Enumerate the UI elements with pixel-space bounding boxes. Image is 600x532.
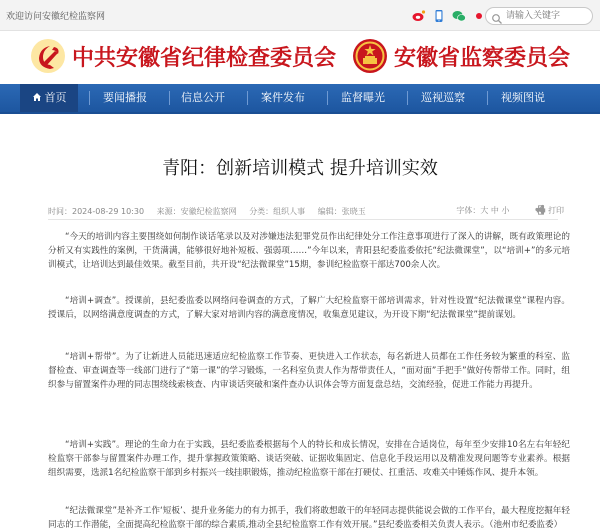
article-meta (48, 206, 376, 217)
site-header (0, 31, 600, 84)
meta-editor: 编辑：张晓玉 (317, 207, 366, 216)
article-tools (456, 205, 564, 217)
welcome-text: 欢迎访问安徽纪检监察网 (6, 12, 106, 22)
article-paragraph: “培训+帮带”。为了让新进人员能迅速适应纪检监察工作节奏、更快进入工作状态，每名新进人员都在工作任务较为繁重的科室、监督检查、审查调查等一线部门进行了“第一课”的学习锻炼，一名科室负责人作为帮带责任人，“面对面”手把手”做好传帮带工作。同时，组织参与留置案件办理的同志围绕线索核查、内审谈话突破和案件查办认识体会等方面复盘总结，交流经验，促进工作能力再提升。 (48, 352, 570, 390)
nav-item-home[interactable] (20, 84, 78, 112)
nav-divider (247, 91, 248, 105)
nav-item-disclosure[interactable]: 信息公开 (181, 91, 225, 104)
article-paragraph: “培训+调查”。授课前，县纪委监委以网络问卷调查的方式，了解广大纪检监察干部培训需求，针对性设置“纪法微课堂”课程内容。授课后，以网络满意度调查的方式，了解大家对培训内容的满意度情况，收集意见建议，为开设下期“纪法微课堂”提前谋划。 (48, 296, 570, 320)
search-icon[interactable] (491, 10, 503, 22)
dot-icon (472, 8, 486, 22)
article-panel (22, 120, 578, 530)
nav-item-label: 首页 (44, 91, 67, 104)
article-paragraph: “培训+实践”。理论的生命力在于实践，县纪委监委根据每个人的特长和成长情况，安排在合适岗位，每年至少安排10名左右年轻纪检监察干部参与留置案件办理工作，提升掌握政策策略、谈话突破、证据收集固定、信息化手段运用以及精准发现问题等专业素养。根据组织需要，选派1名纪检监察干部到乡村振兴一线挂职锻炼，推动纪检监察干部在打硬仗、扛重活、攻难关中锤炼作风、提升本领。 (48, 440, 570, 478)
meta-time: 时间：2024-08-29 10:30 (48, 207, 145, 216)
meta-category: 分类：组织人事 (249, 207, 306, 216)
nav-item-exposure[interactable]: 监督曝光 (341, 91, 385, 104)
nav-item-cases[interactable]: 案件发布 (261, 91, 305, 104)
meta-divider (48, 219, 558, 220)
print-link[interactable]: 打印 (548, 206, 564, 215)
nav-divider (327, 91, 328, 105)
nav-item-news[interactable]: 要闻播报 (103, 91, 147, 104)
national-emblem-icon (352, 38, 388, 74)
nav-item-inspection[interactable]: 巡视巡察 (421, 91, 465, 104)
mobile-icon[interactable] (432, 8, 446, 22)
article-title: 青阳：创新培训模式 提升培训实效 (162, 158, 438, 179)
search-input[interactable] (506, 9, 586, 22)
article-paragraph: “今天的培训内容主要围绕如何制作谈话笔录以及对涉嫌违法犯罪党员作出纪律处分工作注意事项进行了深入的讲解，既有政策理论的分析又有实践性的案例，干货满满，能够很好地补短板、强弱项……”今年以来，青阳县纪委监委依托“纪法微课堂”，以“培训+”的多元培训模式，让培训达到最佳效果。截至目前，共开设“纪法微课堂”15期，参训纪检监察干部达700余人次。 (48, 232, 570, 270)
nav-divider (487, 91, 488, 105)
nav-divider (89, 91, 90, 105)
search-box[interactable] (485, 7, 593, 25)
meta-source: 来源：安徽纪检监察网 (156, 207, 237, 216)
share-icon[interactable] (534, 204, 545, 215)
weibo-icon[interactable] (412, 8, 426, 22)
nav-divider (407, 91, 408, 105)
party-emblem-icon (30, 38, 66, 74)
commission-title: 中共安徽省纪律检查委员会 (72, 45, 337, 71)
wechat-icon[interactable] (452, 8, 466, 22)
font-size-switch[interactable]: 字体：大 中 小 (456, 206, 510, 215)
supervision-title: 安徽省监察委员会 (394, 45, 571, 71)
top-utility-bar (0, 0, 600, 31)
home-icon (32, 85, 42, 113)
main-nav (0, 84, 600, 114)
nav-item-video[interactable]: 视频图说 (501, 91, 545, 104)
article-paragraph: “纪法微课堂”是补齐工作‘短板’、提升业务能力的有力抓手，我们将敢想敢干的年轻同志提供能说会做的工作平台，最大程度挖掘年轻同志的工作潜能，全面提高纪检监察干部的综合素质,推动全县纪检监察工作有效开展。”县纪委监委相关负责人表示。（池州市纪委监委） (48, 506, 570, 530)
